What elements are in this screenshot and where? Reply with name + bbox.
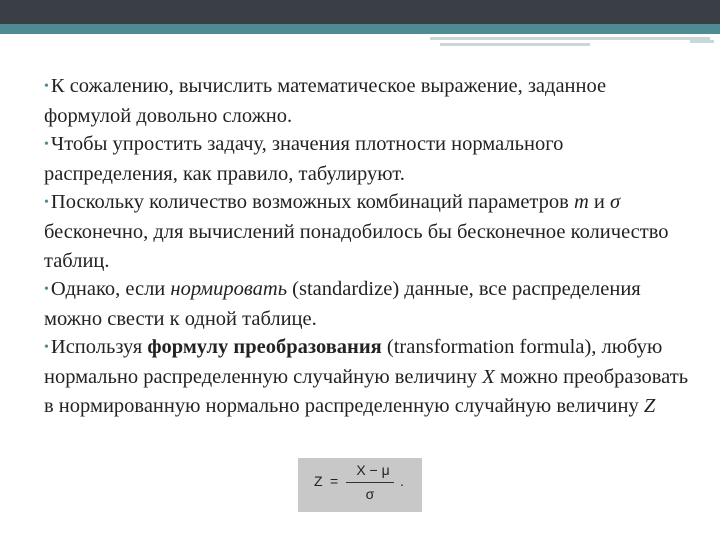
bullet-text: Однако, если — [50, 278, 171, 301]
bullet-marker: • — [44, 282, 49, 298]
bullet-text: можно преобразовать в нормированную нормально распределенную случайную величину — [44, 365, 689, 417]
bullet-text: Используя — [50, 336, 148, 359]
formula-numerator: X − μ — [356, 462, 390, 478]
formula-period: . — [400, 473, 404, 489]
bullet-text: (transformation formula), любую нормально распределенную случайную величину — [44, 336, 663, 388]
bullet-item — [44, 275, 694, 333]
slide-body — [44, 72, 694, 420]
bullet-marker: • — [44, 137, 49, 153]
param-m: m — [573, 191, 589, 214]
bullet-marker: • — [44, 195, 49, 211]
formula-denominator: σ — [365, 486, 375, 502]
bullet-item — [44, 333, 694, 420]
bullet-marker: • — [44, 79, 49, 94]
decorative-stripe — [430, 37, 710, 40]
formula-lhs: Z — [314, 473, 323, 489]
formula-image — [298, 458, 422, 512]
bullet-text: Поскольку количество возможных комбинаций параметров — [50, 191, 574, 214]
strong-term: формулу преобразования — [147, 336, 382, 359]
bullet-text: Чтобы упростить задачу, значения плотности нормального распределения, как правило, табулируют. — [44, 133, 564, 185]
emphasis-term: нормировать — [170, 278, 288, 301]
variable-z: Z — [643, 394, 656, 417]
fraction-line — [346, 482, 394, 483]
bullet-marker: • — [44, 340, 49, 356]
bullet-item — [44, 188, 694, 275]
formula-equals: = — [330, 473, 339, 489]
header-bar — [0, 0, 720, 24]
variable-x: X — [482, 365, 495, 388]
decorative-stripe — [440, 43, 590, 46]
bullet-text: (standardize) данные, все распределения можно свести к одной таблице. — [44, 278, 641, 330]
header-accent-bar — [0, 24, 720, 34]
bullet-item — [44, 72, 694, 130]
bullet-text: К сожалению, вычислить математическое выражение, заданное формулой довольно сложно. — [44, 75, 607, 127]
decorative-stripe — [690, 40, 714, 43]
param-sigma: σ — [609, 191, 621, 214]
bullet-item — [44, 130, 694, 188]
bullet-text: бесконечно, для вычислений понадобилось бы бесконечное количество таблиц. — [44, 220, 669, 272]
bullet-text: и — [588, 191, 610, 214]
